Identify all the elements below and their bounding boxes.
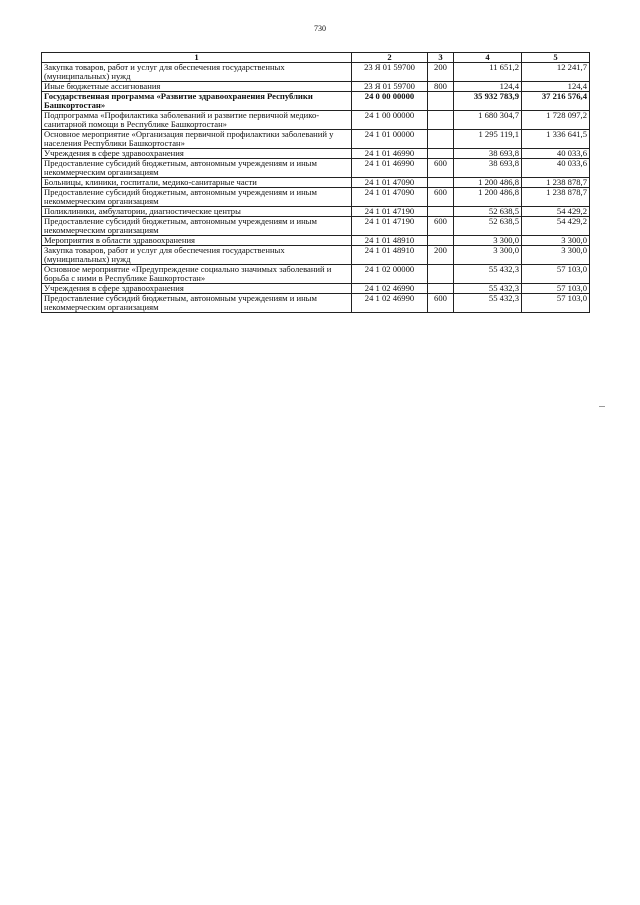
row-value-col5-cell: 37 216 576,4 — [522, 92, 590, 111]
row-name-cell: Подпрограмма «Профилактика заболеваний и развитие первичной медико-санитарной помощи в Республике Башкортостан» — [42, 111, 352, 130]
table-row — [42, 63, 590, 82]
row-code-cell: 24 1 02 00000 — [352, 265, 428, 284]
table-row — [42, 188, 590, 207]
row-vr-cell — [428, 178, 454, 188]
row-vr-cell: 200 — [428, 246, 454, 265]
row-name-cell: Предоставление субсидий бюджетным, автономным учреждениям и иным некоммерческим организациям — [42, 294, 352, 313]
row-value-col5-cell: 57 103,0 — [522, 294, 590, 313]
row-name-cell: Больницы, клиники, госпитали, медико-санитарные части — [42, 178, 352, 188]
row-code-cell: 24 1 01 48910 — [352, 246, 428, 265]
table-row — [42, 265, 590, 284]
row-value-col4-cell: 52 638,5 — [454, 217, 522, 236]
budget-table — [41, 52, 590, 313]
row-code-cell: 24 1 01 48910 — [352, 236, 428, 246]
row-value-col5-cell: 1 336 641,5 — [522, 130, 590, 149]
header-col-4: 4 — [454, 53, 522, 63]
row-value-col4-cell: 38 693,8 — [454, 159, 522, 178]
row-value-col5-cell: 1 238 878,7 — [522, 188, 590, 207]
row-value-col5-cell: 124,4 — [522, 82, 590, 92]
row-vr-cell — [428, 130, 454, 149]
row-value-col4-cell: 124,4 — [454, 82, 522, 92]
row-vr-cell: 600 — [428, 159, 454, 178]
row-value-col4-cell: 55 432,3 — [454, 284, 522, 294]
row-value-col5-cell: 12 241,7 — [522, 63, 590, 82]
table-row — [42, 246, 590, 265]
row-vr-cell: 600 — [428, 217, 454, 236]
row-code-cell: 24 1 01 47190 — [352, 207, 428, 217]
row-value-col5-cell: 40 033,6 — [522, 159, 590, 178]
row-value-col5-cell: 40 033,6 — [522, 149, 590, 159]
row-name-cell: Поликлиники, амбулатории, диагностические центры — [42, 207, 352, 217]
row-code-cell: 24 1 01 47090 — [352, 178, 428, 188]
row-code-cell: 23 Я 01 59700 — [352, 82, 428, 92]
row-value-col4-cell: 3 300,0 — [454, 236, 522, 246]
header-col-3: 3 — [428, 53, 454, 63]
row-value-col5-cell: 1 728 097,2 — [522, 111, 590, 130]
row-value-col5-cell: 1 238 878,7 — [522, 178, 590, 188]
row-name-cell: Мероприятия в области здравоохранения — [42, 236, 352, 246]
row-code-cell: 24 1 02 46990 — [352, 294, 428, 313]
row-name-cell: Предоставление субсидий бюджетным, автономным учреждениям и иным некоммерческим организациям — [42, 188, 352, 207]
row-vr-cell — [428, 111, 454, 130]
row-vr-cell — [428, 149, 454, 159]
row-vr-cell — [428, 284, 454, 294]
row-value-col4-cell: 3 300,0 — [454, 246, 522, 265]
row-vr-cell: 200 — [428, 63, 454, 82]
table-body — [42, 63, 590, 313]
row-code-cell: 24 1 01 47190 — [352, 217, 428, 236]
row-vr-cell: 600 — [428, 294, 454, 313]
row-name-cell: Основное мероприятие «Организация первичной профилактики заболеваний у населения Республики Башкортостан» — [42, 130, 352, 149]
table-row — [42, 178, 590, 188]
row-code-cell: 23 Я 01 59700 — [352, 63, 428, 82]
row-vr-cell — [428, 92, 454, 111]
row-name-cell: Иные бюджетные ассигнования — [42, 82, 352, 92]
table-row — [42, 207, 590, 217]
row-value-col4-cell: 1 200 486,8 — [454, 178, 522, 188]
row-code-cell: 24 1 01 46990 — [352, 159, 428, 178]
row-name-cell: Учреждения в сфере здравоохранения — [42, 149, 352, 159]
page-number: 730 — [314, 24, 326, 33]
margin-mark — [599, 406, 605, 407]
row-value-col4-cell: 52 638,5 — [454, 207, 522, 217]
row-value-col4-cell: 55 432,3 — [454, 294, 522, 313]
row-value-col5-cell: 3 300,0 — [522, 236, 590, 246]
table-row — [42, 217, 590, 236]
table-row — [42, 111, 590, 130]
table-row — [42, 130, 590, 149]
row-value-col5-cell: 57 103,0 — [522, 284, 590, 294]
table-row — [42, 149, 590, 159]
row-vr-cell: 800 — [428, 82, 454, 92]
row-vr-cell — [428, 236, 454, 246]
row-name-cell: Закупка товаров, работ и услуг для обеспечения государственных (муниципальных) нужд — [42, 246, 352, 265]
row-value-col5-cell: 57 103,0 — [522, 265, 590, 284]
table-row — [42, 92, 590, 111]
row-name-cell: Основное мероприятие «Предупреждение социально значимых заболеваний и борьба с ними в Республике Башкортостан» — [42, 265, 352, 284]
row-code-cell: 24 1 01 47090 — [352, 188, 428, 207]
row-code-cell: 24 1 01 46990 — [352, 149, 428, 159]
table-row — [42, 159, 590, 178]
row-vr-cell: 600 — [428, 188, 454, 207]
row-value-col4-cell: 1 295 119,1 — [454, 130, 522, 149]
row-code-cell: 24 1 02 46990 — [352, 284, 428, 294]
row-value-col4-cell: 11 651,2 — [454, 63, 522, 82]
table-row — [42, 294, 590, 313]
row-value-col5-cell: 54 429,2 — [522, 207, 590, 217]
header-col-5: 5 — [522, 53, 590, 63]
header-col-2: 2 — [352, 53, 428, 63]
row-code-cell: 24 0 00 00000 — [352, 92, 428, 111]
header-row — [42, 53, 590, 63]
row-vr-cell — [428, 265, 454, 284]
row-value-col4-cell: 38 693,8 — [454, 149, 522, 159]
row-value-col5-cell: 54 429,2 — [522, 217, 590, 236]
header-col-1: 1 — [42, 53, 352, 63]
row-code-cell: 24 1 01 00000 — [352, 130, 428, 149]
row-name-cell: Государственная программа «Развитие здравоохранения Республики Башкортостан» — [42, 92, 352, 111]
row-vr-cell — [428, 207, 454, 217]
row-value-col4-cell: 1 200 486,8 — [454, 188, 522, 207]
row-code-cell: 24 1 00 00000 — [352, 111, 428, 130]
row-value-col4-cell: 1 680 304,7 — [454, 111, 522, 130]
row-value-col5-cell: 3 300,0 — [522, 246, 590, 265]
row-name-cell: Учреждения в сфере здравоохранения — [42, 284, 352, 294]
table-row — [42, 236, 590, 246]
row-value-col4-cell: 55 432,3 — [454, 265, 522, 284]
row-name-cell: Предоставление субсидий бюджетным, автономным учреждениям и иным некоммерческим организациям — [42, 159, 352, 178]
table-row — [42, 82, 590, 92]
row-name-cell: Закупка товаров, работ и услуг для обеспечения государственных (муниципальных) нужд — [42, 63, 352, 82]
row-value-col4-cell: 35 932 783,9 — [454, 92, 522, 111]
row-name-cell: Предоставление субсидий бюджетным, автономным учреждениям и иным некоммерческим организациям — [42, 217, 352, 236]
table-row — [42, 284, 590, 294]
